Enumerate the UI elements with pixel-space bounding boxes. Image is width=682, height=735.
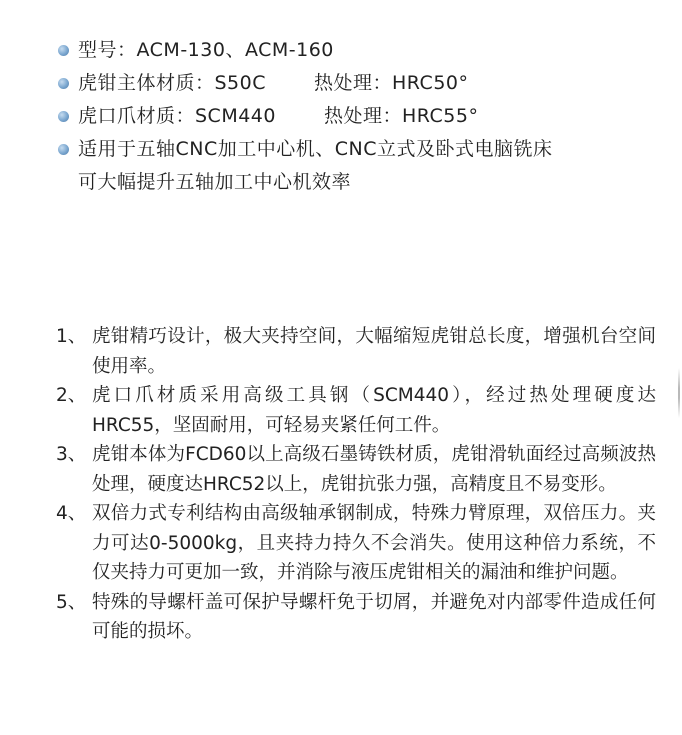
feature-item-3: [56, 440, 656, 499]
spec-model-text: 型号：ACM-130、ACM-160: [78, 39, 334, 61]
feature-text: 双倍力式专利结构由高级轴承钢制成，特殊力臂原理，双倍压力。夹力可达0-5000kg，且夹持力持久不会消失。使用这种倍力系统，不仅夹持力可更加一致，并消除与液压虎钳相关的漏油和维护问题。: [92, 503, 656, 583]
spec-jaw-material: [56, 100, 656, 133]
bullet-dot-icon: [58, 78, 69, 89]
spec-usage: [56, 133, 656, 199]
feature-item-1: [56, 322, 656, 381]
feature-text: 特殊的导螺杆盖可保护导螺杆免于切屑，并避免对内部零件造成任何可能的损坏。: [92, 591, 656, 642]
spec-jaw-heat-text: 热处理：HRC55°: [324, 105, 479, 127]
spec-body-heat-text: 热处理：HRC50°: [314, 72, 469, 94]
feature-text: 虎钳精巧设计，极大夹持空间，大幅缩短虎钳总长度，增强机台空间使用率。: [92, 326, 656, 377]
feature-number: 4、: [56, 503, 87, 524]
spec-list: [56, 34, 656, 199]
edge-divider: [678, 368, 680, 418]
feature-number: 2、: [56, 385, 87, 406]
feature-text: 虎钳本体为FCD60以上高级石墨铸铁材质，虎钳滑轨面经过高频波热处理，硬度达HRC52以上，虎钳抗张力强，高精度且不易变形。: [92, 444, 656, 495]
spec-model: [56, 34, 656, 67]
feature-number: 3、: [56, 444, 87, 465]
feature-number: 5、: [56, 591, 87, 613]
feature-item-5: [56, 588, 656, 647]
bullet-dot-icon: [58, 45, 69, 56]
spec-body-material: [56, 67, 656, 100]
feature-number: 1、: [56, 326, 87, 347]
spec-usage-line2: 可大幅提升五轴加工中心机效率: [78, 171, 352, 193]
bullet-dot-icon: [58, 144, 69, 155]
spec-jaw-material-text: 虎口爪材质：SCM440: [78, 105, 276, 127]
feature-list: [56, 322, 656, 647]
spec-body-material-text: 虎钳主体材质：S50C: [78, 72, 267, 94]
bullet-dot-icon: [58, 111, 69, 122]
feature-text: 虎口爪材质采用高级工具钢（SCM440），经过热处理硬度达HRC55，坚固耐用，可轻易夹紧任何工件。: [92, 385, 656, 436]
spec-usage-line1: 适用于五轴CNC加工中心机、CNC立式及卧式电脑铣床: [78, 138, 553, 160]
feature-item-2: [56, 381, 656, 440]
feature-item-4: [56, 499, 656, 588]
